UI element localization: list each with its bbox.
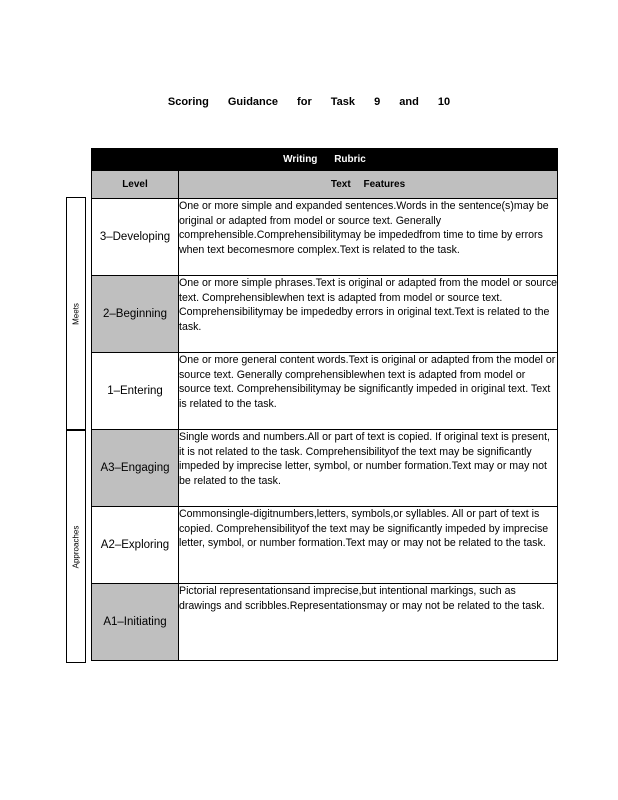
features-cell: Commonsingle-digitnumbers,letters, symbols,or syllables. All or part of text is copied. Comprehensibilityof the text may be significantly impeded by imprecise letter, symbol, or number formation.Text may or may not be related to the task. bbox=[179, 507, 558, 584]
features-cell: Single words and numbers.All or part of text is copied. If original text is present, it is not related to the task. Comprehensibilityof the text may be significantly impeded by imprecise letter, symbol, or number formation.Text may or may not be related to the task. bbox=[179, 430, 558, 507]
column-header-text-features: Text Features bbox=[179, 171, 558, 199]
group-label-approaches bbox=[66, 430, 86, 663]
rubric-title: Writing Rubric bbox=[92, 149, 558, 171]
level-cell: A1–Initiating bbox=[92, 584, 179, 661]
features-cell: One or more simple phrases.Text is original or adapted from the model or source text. Comprehensiblewhen text is adapted from model or source text. Comprehensibilitymay be impededby errors in original text.Text is related to the task. bbox=[179, 276, 558, 353]
level-cell: 3–Developing bbox=[92, 199, 179, 276]
writing-rubric-table bbox=[91, 148, 558, 661]
features-cell: Pictorial representationsand imprecise,but intentional markings, such as drawings and scribbles.Representationsmay or may not be related to the task. bbox=[179, 584, 558, 661]
group-label-meets-text: Meets bbox=[71, 302, 81, 325]
level-cell: 1–Entering bbox=[92, 353, 179, 430]
level-cell: A3–Engaging bbox=[92, 430, 179, 507]
table-row bbox=[92, 584, 558, 661]
document-title: Scoring Guidance for Task 9 and 10 bbox=[167, 96, 451, 108]
group-label-meets bbox=[66, 197, 86, 430]
features-cell: One or more simple and expanded sentences.Words in the sentence(s)may be original or adapted from model or source text. Generally comprehensible.Comprehensibilitymay be impededfrom time to time by errors when text becomesmore complex.Text is related to the task. bbox=[179, 199, 558, 276]
features-cell: One or more general content words.Text is original or adapted from the model or source text. Generally comprehensiblewhen text is adapted from model or source text. Comprehensibilitymay be significantly impeded in original text. Text is related to the task. bbox=[179, 353, 558, 430]
table-row bbox=[92, 353, 558, 430]
level-cell: 2–Beginning bbox=[92, 276, 179, 353]
table-row bbox=[92, 276, 558, 353]
column-header-level: Level bbox=[92, 171, 179, 199]
table-row bbox=[92, 430, 558, 507]
table-row bbox=[92, 507, 558, 584]
level-cell: A2–Exploring bbox=[92, 507, 179, 584]
table-row bbox=[92, 199, 558, 276]
group-label-approaches-text: Approaches bbox=[71, 525, 81, 568]
